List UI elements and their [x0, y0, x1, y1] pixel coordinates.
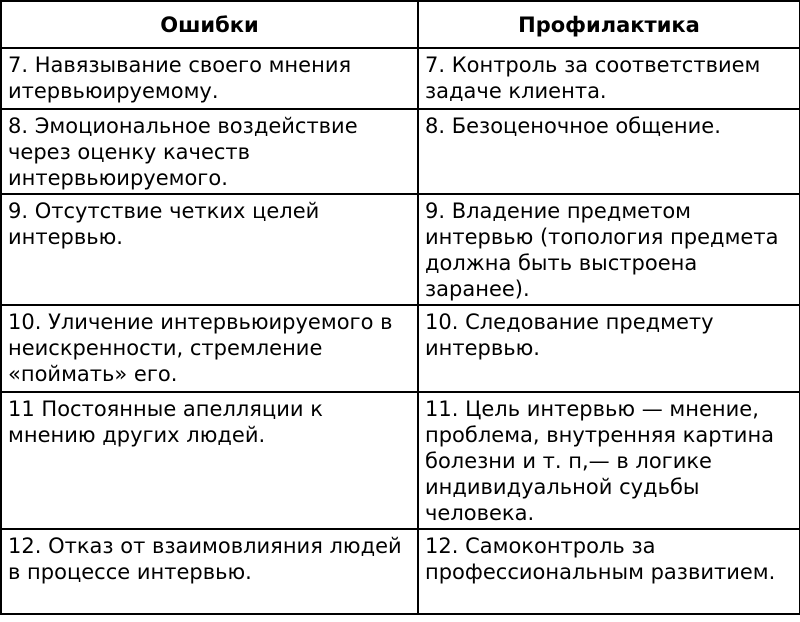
error-cell: 8. Эмоциональное воздействие через оценку качеств интервьюируемого. [1, 109, 418, 194]
prevention-cell: 9. Владение предметом интервью (топология предмета должна быть выстроена заранее). [418, 194, 800, 305]
prevention-cell: 10. Следование предмету интервью. [418, 305, 800, 392]
prevention-cell: 12. Самоконтроль за профессиональным развитием. [418, 529, 800, 614]
header-row [1, 1, 800, 48]
table-row [1, 529, 800, 614]
error-cell: 12. Отказ от взаимовлияния людей в процессе интервью. [1, 529, 418, 614]
error-cell: 11 Постоянные апелляции к мнению других людей. [1, 392, 418, 529]
column-header-prevention: Профилактика [418, 1, 800, 48]
table-row [1, 48, 800, 109]
table-header [1, 1, 800, 48]
error-cell: 7. Навязывание своего мнения итервьюируемому. [1, 48, 418, 109]
error-cell: 9. Отсутствие четких целей интервью. [1, 194, 418, 305]
prevention-cell: 7. Контроль за соответствием задаче клиента. [418, 48, 800, 109]
table-row [1, 109, 800, 194]
table-body [1, 48, 800, 614]
column-header-errors: Ошибки [1, 1, 418, 48]
table-row [1, 392, 800, 529]
prevention-cell: 11. Цель интервью — мнение, проблема, внутренняя картина болезни и т. п,— в логике индивидуальной судьбы человека. [418, 392, 800, 529]
table-row [1, 305, 800, 392]
error-cell: 10. Уличение интервьюируемого в неискренности, стремление «поймать» его. [1, 305, 418, 392]
prevention-cell: 8. Безоценочное общение. [418, 109, 800, 194]
table-row [1, 194, 800, 305]
